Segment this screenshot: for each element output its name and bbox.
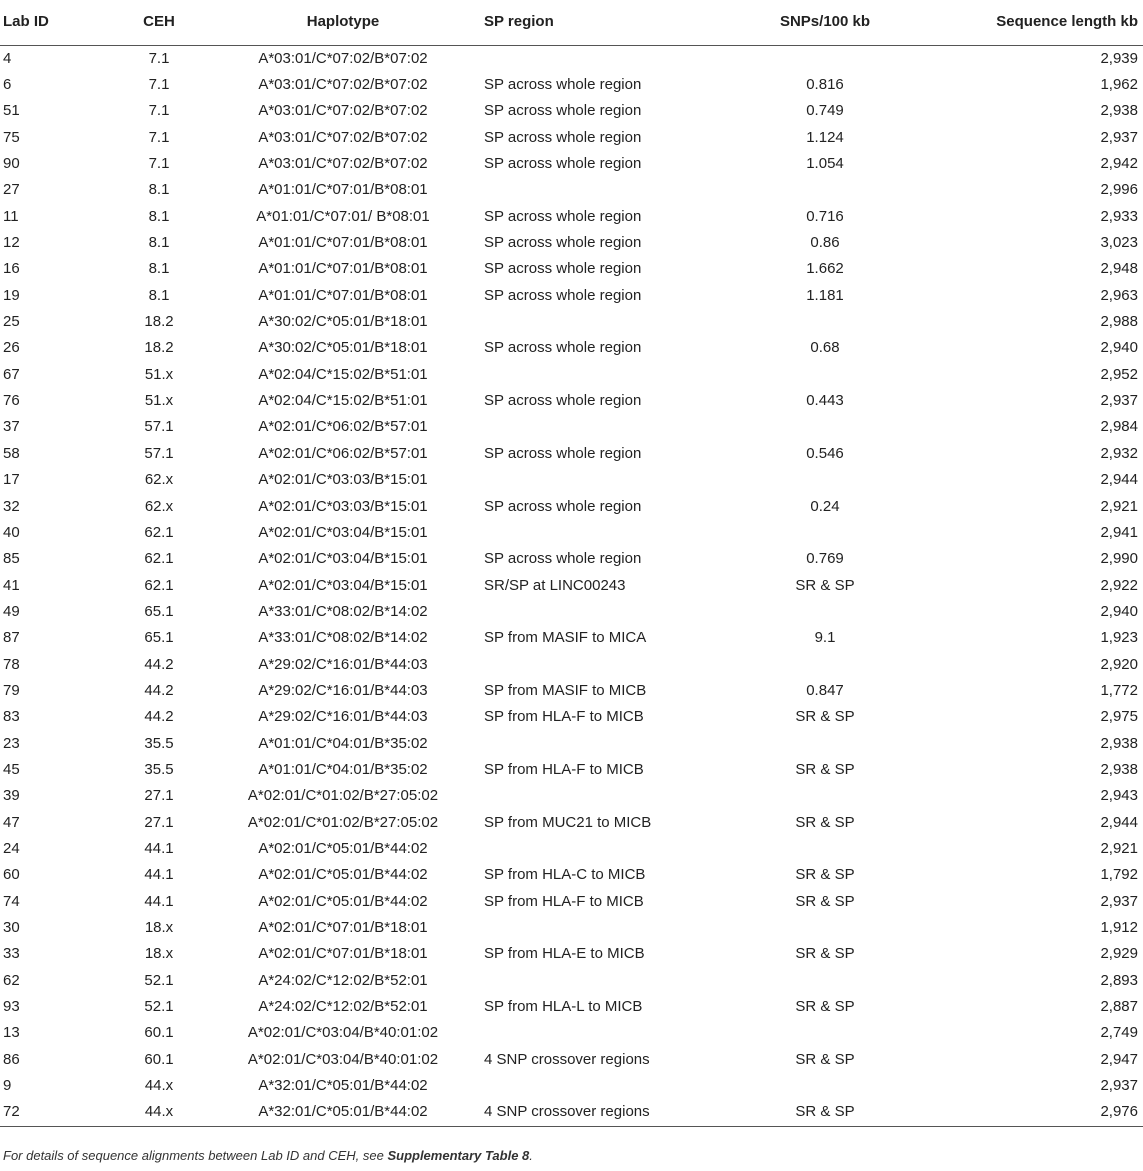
cell-sequence-length: 2,940 [1100,339,1138,357]
cell-lab-id: 39 [3,787,20,805]
table-row [0,915,1143,941]
cell-snps [730,45,920,72]
cell-ceh: 35.5 [144,734,174,752]
cell-snps: SR & SP [795,866,855,884]
cell-sequence-length: 3,023 [1100,234,1138,252]
header-snps: SNPs/100 kb [730,0,920,45]
cell-sequence-length: 2,937 [1100,392,1138,410]
cell-snps: 0.24 [810,497,840,515]
cell-ceh: 57.1 [144,444,174,462]
cell-haplotype: A*29:02/C*16:01/B*44:03 [258,681,428,699]
cell-ceh: 18.x [144,919,174,937]
cell-lab-id: 25 [3,313,20,331]
table-row [0,309,1143,335]
cell-haplotype: A*01:01/C*07:01/B*08:01 [258,181,428,199]
cell-ceh: 7.1 [148,76,170,94]
cell-snps [730,730,920,756]
header-sp-region: SP region [468,0,730,45]
cell-haplotype: A*02:01/C*07:01/B*18:01 [258,945,428,963]
cell-snps: 0.816 [806,76,844,94]
table-row [0,520,1143,546]
cell-sp-region: SP across whole region [484,392,642,410]
table-header [0,0,1143,45]
cell-lab-id: 78 [3,655,20,673]
cell-sp-region: SP across whole region [484,260,642,278]
cell-sp-region: SP across whole region [484,497,642,515]
cell-haplotype: A*02:04/C*15:02/B*51:01 [258,365,428,383]
header-ceh: CEH [100,0,218,45]
cell-lab-id: 51 [3,102,20,120]
cell-snps: SR & SP [795,576,855,594]
cell-ceh: 44.1 [144,866,174,884]
cell-sequence-length: 2,921 [1100,839,1138,857]
cell-lab-id: 4 [3,49,12,67]
table-row [0,572,1143,598]
cell-lab-id: 62 [3,971,20,989]
cell-sp-region [468,651,730,677]
cell-lab-id: 40 [3,523,20,541]
cell-sp-region [468,730,730,756]
cell-snps: SR & SP [795,813,855,831]
cell-sp-region [468,1073,730,1099]
cell-sequence-length: 2,932 [1100,444,1138,462]
cell-snps [730,915,920,941]
cell-sp-region: 4 SNP crossover regions [468,1099,730,1126]
cell-sp-region: SP across whole region [484,339,642,357]
cell-snps: 0.716 [806,207,844,225]
cell-lab-id: 27 [3,181,20,199]
cell-haplotype: A*32:01/C*05:01/B*44:02 [218,1099,468,1126]
cell-ceh: 44.2 [144,655,174,673]
cell-ceh: 57.1 [144,418,174,436]
cell-ceh: 60.1 [144,1050,174,1068]
cell-haplotype: A*30:02/C*05:01/B*18:01 [258,339,428,357]
cell-ceh: 62.1 [144,550,174,568]
cell-sp-region [468,414,730,440]
cell-sequence-length: 2,939 [1100,49,1138,67]
cell-snps [730,968,920,994]
cell-lab-id: 74 [3,892,20,910]
cell-sequence-length: 2,944 [1100,813,1138,831]
header-lab-id: Lab ID [0,0,100,45]
table-row [0,151,1143,177]
cell-snps: SR & SP [795,998,855,1016]
cell-lab-id: 16 [3,260,20,278]
cell-sp-region: SP from HLA-C to MICB [484,866,646,884]
cell-ceh: 52.1 [144,971,174,989]
cell-lab-id: 83 [3,708,20,726]
cell-lab-id: 11 [3,207,19,225]
table-row [0,283,1143,309]
cell-lab-id: 6 [3,76,12,94]
cell-ceh: 27.1 [144,813,174,831]
cell-haplotype: A*02:01/C*03:04/B*15:01 [258,576,428,594]
cell-sp-region: SP from HLA-L to MICB [484,998,643,1016]
header-sequence-length: Sequence length kb [920,0,1143,45]
cell-sequence-length: 2,938 [1100,734,1138,752]
table-row [0,1099,1143,1126]
cell-ceh: 44.x [144,1077,174,1095]
cell-snps: 0.443 [806,392,844,410]
cell-snps: 1.054 [806,155,844,173]
cell-snps: SR & SP [795,1050,855,1068]
cell-haplotype: A*01:01/C*07:01/ B*08:01 [256,207,430,225]
cell-sp-region: SP across whole region [484,234,642,252]
cell-sequence-length: 2,938 [1100,102,1138,120]
cell-sequence-length: 2,922 [1100,576,1138,594]
cell-sp-region [468,783,730,809]
cell-sp-region: SP from HLA-E to MICB [484,945,645,963]
table-row [0,493,1143,519]
cell-sequence-length: 2,929 [1100,945,1138,963]
table-row [0,362,1143,388]
cell-lab-id: 76 [3,392,20,410]
cell-ceh: 7.1 [148,102,170,120]
cell-haplotype: A*02:01/C*03:04/B*40:01:02 [247,1050,439,1068]
cell-ceh: 27.1 [144,787,174,805]
cell-sequence-length: 2,944 [1100,471,1138,489]
cell-haplotype: A*33:01/C*08:02/B*14:02 [258,629,428,647]
cell-lab-id: 67 [3,365,20,383]
cell-haplotype: A*24:02/C*12:02/B*52:01 [258,971,428,989]
cell-ceh: 44.1 [144,839,174,857]
cell-haplotype: A*03:01/C*07:02/B*07:02 [258,155,428,173]
cell-snps [730,1020,920,1046]
cell-sequence-length: 2,937 [1100,1077,1138,1095]
table-row [0,335,1143,361]
cell-sp-region: SP from HLA-F to MICB [484,760,644,778]
cell-lab-id: 72 [0,1099,100,1126]
cell-ceh: 44.x [100,1099,218,1126]
cell-snps: 0.68 [810,339,840,357]
cell-lab-id: 17 [3,471,20,489]
cell-ceh: 18.2 [144,339,174,357]
cell-snps: SR & SP [730,1099,920,1126]
cell-lab-id: 19 [3,286,20,304]
table-row [0,599,1143,625]
cell-snps [730,651,920,677]
cell-haplotype: A*02:01/C*03:03/B*15:01 [258,471,428,489]
cell-snps [730,467,920,493]
table-row [0,388,1143,414]
cell-sequence-length: 1,792 [1100,866,1138,884]
table-row [0,730,1143,756]
cell-snps: 0.546 [806,444,844,462]
cell-sequence-length: 2,996 [1100,181,1138,199]
cell-sequence-length: 2,893 [1100,971,1138,989]
table-body [0,45,1143,1126]
table-row [0,256,1143,282]
cell-lab-id: 24 [3,839,20,857]
cell-sequence-length: 2,976 [920,1099,1143,1126]
cell-haplotype: A*01:01/C*07:01/B*08:01 [258,260,428,278]
cell-sequence-length: 2,887 [1100,998,1138,1016]
cell-haplotype: A*33:01/C*08:02/B*14:02 [258,602,428,620]
cell-lab-id: 93 [3,998,20,1016]
cell-ceh: 44.2 [144,708,174,726]
cell-ceh: 8.1 [148,234,170,252]
table-row [0,836,1143,862]
table-row [0,994,1143,1020]
cell-ceh: 7.1 [148,128,170,146]
cell-sp-region [468,362,730,388]
cell-sequence-length: 2,947 [1100,1050,1138,1068]
table-row [0,177,1143,203]
cell-lab-id: 87 [3,629,20,647]
cell-snps: SR & SP [795,892,855,910]
cell-sp-region [468,520,730,546]
cell-sequence-length: 2,988 [1100,313,1138,331]
cell-sequence-length: 1,772 [1100,681,1138,699]
cell-sequence-length: 2,940 [1100,602,1138,620]
cell-lab-id: 47 [3,813,20,831]
cell-ceh: 8.1 [148,260,170,278]
cell-sp-region: SP across whole region [484,444,642,462]
cell-snps [730,836,920,862]
cell-sp-region: SP from MUC21 to MICB [484,813,652,831]
cell-haplotype: A*03:01/C*07:02/B*07:02 [258,128,428,146]
cell-ceh: 65.1 [144,629,174,647]
cell-sp-region: 4 SNP crossover regions [484,1050,650,1068]
table-row [0,414,1143,440]
cell-sp-region: SP from HLA-F to MICB [484,708,644,726]
table-row [0,230,1143,256]
cell-snps: SR & SP [795,945,855,963]
table-row [0,651,1143,677]
cell-ceh: 8.1 [148,181,170,199]
cell-haplotype: A*02:01/C*03:04/B*15:01 [258,523,428,541]
cell-sp-region: SR/SP at LINC00243 [484,576,626,594]
cell-ceh: 7.1 [148,49,170,67]
cell-lab-id: 60 [3,866,20,884]
cell-lab-id: 23 [3,734,20,752]
cell-snps: 1.124 [806,128,844,146]
cell-sp-region: SP from MASIF to MICA [484,629,647,647]
cell-haplotype: A*02:01/C*06:02/B*57:01 [258,444,428,462]
cell-snps: 1.181 [806,286,844,304]
cell-haplotype: A*01:01/C*07:01/B*08:01 [258,234,428,252]
cell-sp-region: SP across whole region [484,286,642,304]
cell-sp-region [468,309,730,335]
cell-sequence-length: 2,938 [1100,760,1138,778]
cell-ceh: 18.x [144,945,174,963]
cell-ceh: 51.x [144,392,174,410]
table-row [0,467,1143,493]
cell-haplotype: A*02:01/C*01:02/B*27:05:02 [247,813,439,831]
cell-lab-id: 30 [3,919,20,937]
cell-sp-region: SP across whole region [484,128,642,146]
table-row [0,678,1143,704]
cell-sp-region: SP from HLA-F to MICB [484,892,644,910]
table-row [0,968,1143,994]
cell-snps: 0.847 [806,681,844,699]
cell-ceh: 65.1 [144,602,174,620]
cell-haplotype: A*30:02/C*05:01/B*18:01 [258,313,428,331]
cell-snps [730,362,920,388]
cell-haplotype: A*02:01/C*01:02/B*27:05:02 [247,787,439,805]
cell-haplotype: A*01:01/C*04:01/B*35:02 [258,760,428,778]
cell-sp-region [468,968,730,994]
cell-snps: 0.86 [810,234,840,252]
cell-sequence-length: 2,921 [1100,497,1138,515]
table-row [0,783,1143,809]
cell-haplotype: A*32:01/C*05:01/B*44:02 [258,1077,428,1095]
cell-haplotype: A*29:02/C*16:01/B*44:03 [258,655,428,673]
cell-haplotype: A*02:01/C*05:01/B*44:02 [258,839,428,857]
cell-sp-region [468,1020,730,1046]
cell-snps [730,177,920,203]
cell-ceh: 60.1 [144,1024,174,1042]
cell-haplotype: A*02:01/C*06:02/B*57:01 [258,418,428,436]
cell-haplotype: A*01:01/C*07:01/B*08:01 [258,286,428,304]
cell-haplotype: A*03:01/C*07:02/B*07:02 [258,102,428,120]
cell-lab-id: 32 [3,497,20,515]
cell-snps [730,520,920,546]
cell-lab-id: 26 [3,339,20,357]
cell-sequence-length: 1,912 [1100,919,1138,937]
table-row [0,941,1143,967]
cell-lab-id: 12 [3,234,20,252]
cell-ceh: 52.1 [144,998,174,1016]
table-row [0,546,1143,572]
cell-haplotype: A*02:01/C*05:01/B*44:02 [258,866,428,884]
table-footnote [3,1148,533,1163]
cell-sp-region: SP across whole region [484,550,642,568]
cell-lab-id: 85 [3,550,20,568]
cell-ceh: 62.1 [144,523,174,541]
table-row [0,1047,1143,1073]
cell-snps [730,1073,920,1099]
cell-haplotype: A*03:01/C*07:02/B*07:02 [258,76,428,94]
cell-sequence-length: 2,963 [1100,286,1138,304]
cell-lab-id: 45 [3,760,20,778]
table-row [0,72,1143,98]
header-haplotype: Haplotype [218,0,468,45]
cell-sp-region: SP across whole region [484,207,642,225]
cell-sp-region [468,915,730,941]
cell-sp-region [468,836,730,862]
cell-haplotype: A*02:01/C*05:01/B*44:02 [258,892,428,910]
cell-ceh: 35.5 [144,760,174,778]
cell-lab-id: 9 [3,1077,12,1095]
cell-snps: 9.1 [814,629,836,647]
cell-snps [730,414,920,440]
cell-ceh: 8.1 [148,207,170,225]
cell-sequence-length: 1,923 [1100,629,1138,647]
cell-snps [730,599,920,625]
footnote-text: For details of sequence alignments between Lab ID and CEH, see [3,1148,388,1163]
cell-haplotype: A*02:01/C*03:03/B*15:01 [258,497,428,515]
cell-sequence-length: 2,942 [1100,155,1138,173]
cell-snps [730,309,920,335]
cell-snps: 0.749 [806,102,844,120]
cell-sp-region: SP across whole region [484,155,642,173]
cell-haplotype: A*02:04/C*15:02/B*51:01 [258,392,428,410]
cell-ceh: 8.1 [148,286,170,304]
cell-sp-region: SP across whole region [484,102,642,120]
cell-sequence-length: 1,962 [1100,76,1138,94]
cell-lab-id: 37 [3,418,20,436]
cell-sequence-length: 2,948 [1100,260,1138,278]
table-row [0,204,1143,230]
cell-lab-id: 79 [3,681,20,699]
cell-haplotype: A*03:01/C*07:02/B*07:02 [258,49,428,67]
cell-haplotype: A*02:01/C*03:04/B*15:01 [258,550,428,568]
cell-ceh: 44.2 [144,681,174,699]
cell-snps [730,783,920,809]
cell-sequence-length: 2,984 [1100,418,1138,436]
table-row [0,1020,1143,1046]
cell-sequence-length: 2,749 [1100,1024,1138,1042]
cell-ceh: 51.x [144,365,174,383]
cell-ceh: 7.1 [148,155,170,173]
table-row [0,889,1143,915]
cell-sp-region [468,467,730,493]
cell-haplotype: A*02:01/C*03:04/B*40:01:02 [247,1024,439,1042]
footnote-link[interactable]: Supplementary Table 8 [387,1148,530,1163]
cell-sequence-length: 2,920 [1100,655,1138,673]
cell-haplotype: A*02:01/C*07:01/B*18:01 [258,919,428,937]
cell-snps: 1.662 [806,260,844,278]
cell-sequence-length: 2,990 [1100,550,1138,568]
cell-haplotype: A*29:02/C*16:01/B*44:03 [258,708,428,726]
cell-lab-id: 86 [3,1050,20,1068]
cell-ceh: 62.x [144,471,174,489]
cell-sp-region: SP across whole region [484,76,642,94]
cell-sequence-length: 2,937 [1100,128,1138,146]
footnote-suffix: . [529,1148,533,1163]
cell-ceh: 62.1 [144,576,174,594]
cell-ceh: 44.1 [144,892,174,910]
cell-sequence-length: 2,943 [1100,787,1138,805]
cell-sequence-length: 2,952 [1100,365,1138,383]
table-row [0,1073,1143,1099]
cell-haplotype: A*01:01/C*04:01/B*35:02 [258,734,428,752]
cell-sequence-length: 2,933 [1100,207,1138,225]
cell-sp-region: SP from MASIF to MICB [484,681,647,699]
table-row [0,98,1143,124]
cell-sequence-length: 2,975 [1100,708,1138,726]
cell-sp-region [468,599,730,625]
cell-sequence-length: 2,941 [1100,523,1138,541]
cell-sp-region [468,45,730,72]
table-row [0,125,1143,151]
table-row [0,862,1143,888]
cell-ceh: 62.x [144,497,174,515]
cell-sequence-length: 2,937 [1100,892,1138,910]
table-row [0,704,1143,730]
cell-haplotype: A*24:02/C*12:02/B*52:01 [258,998,428,1016]
cell-lab-id: 49 [3,602,20,620]
table-row [0,45,1143,72]
cell-lab-id: 58 [3,444,20,462]
cell-lab-id: 13 [3,1024,20,1042]
cell-snps: SR & SP [795,708,855,726]
table-row [0,809,1143,835]
cell-snps: 0.769 [806,550,844,568]
table-row [0,625,1143,651]
cell-snps: SR & SP [795,760,855,778]
cell-lab-id: 75 [3,128,20,146]
cell-lab-id: 90 [3,155,20,173]
table-row [0,757,1143,783]
cell-lab-id: 33 [3,945,20,963]
cell-sp-region [468,177,730,203]
table-row [0,441,1143,467]
cell-ceh: 18.2 [144,313,174,331]
cell-lab-id: 41 [3,576,20,594]
